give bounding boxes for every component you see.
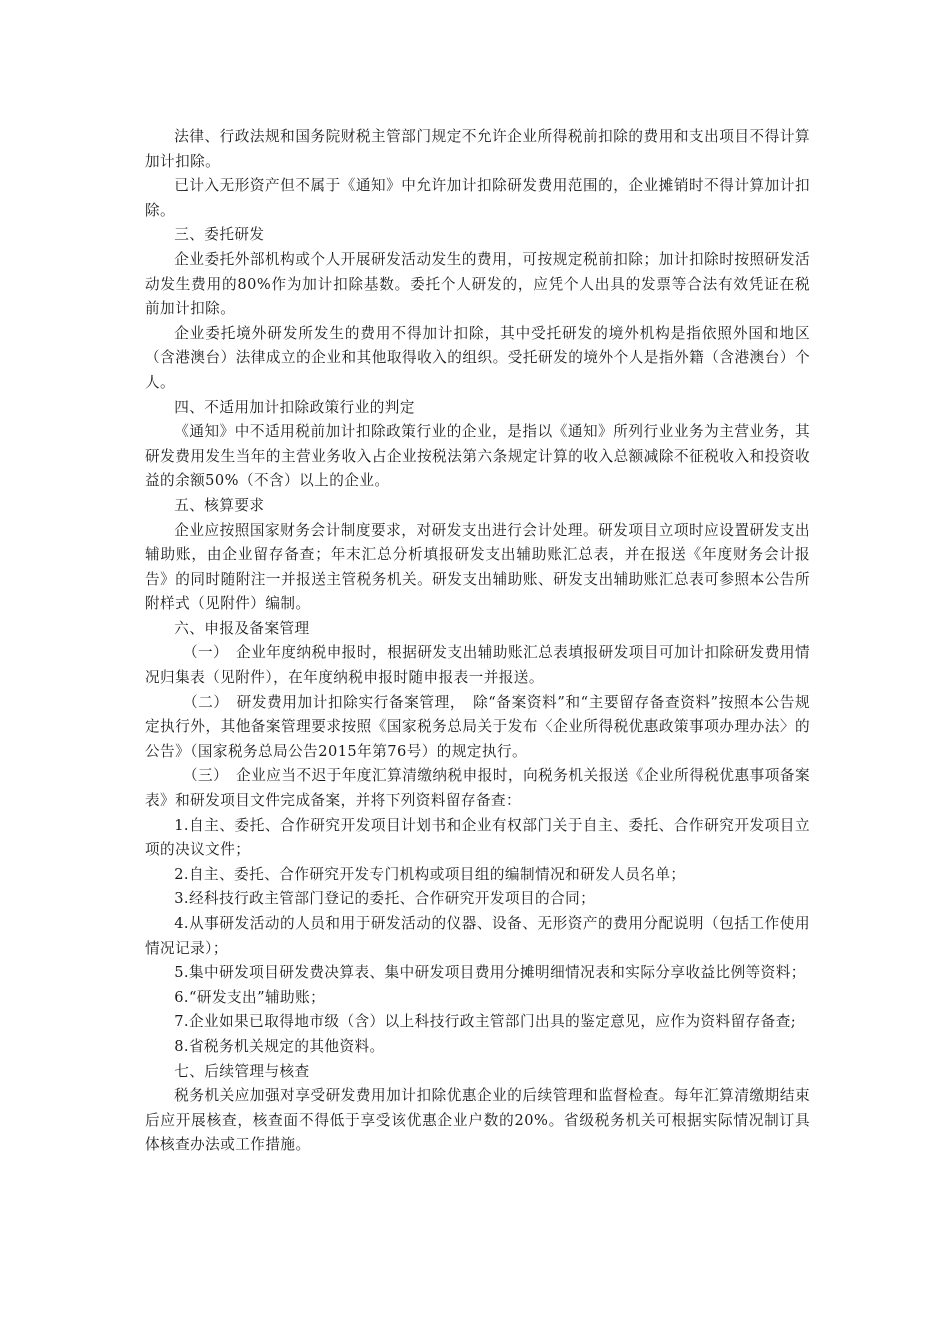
section-heading-entrusted-rd: 三、委托研发	[174, 226, 265, 244]
list-item-document-4: 4.从事研发活动的人员和用于研发活动的仪器、设备、无形资产的费用分配说明（包括工作使用情况记录）；	[145, 915, 810, 957]
list-item-document-7: 7.企业如果已取得地市级（含）以上科技行政主管部门出具的鉴定意见，应作为资料留存备查;	[174, 1013, 797, 1031]
section-heading-accounting: 五、核算要求	[174, 496, 265, 514]
paragraph-filing-item-3: （三） 企业应当不迟于年度汇算清缴纳税申报时，向税务机关报送《企业所得税优惠事项备案表》和研发项目文件完成备案，并将下列资料留存备查：	[145, 767, 810, 810]
paragraph-industry-determination: 《通知》中不适用税前加计扣除政策行业的企业，是指以《通知》所列行业业务为主营业务，其研发费用发生当年的主营业务收入占企业按税法第六条规定计算的收入总额减除不征税收入和投资收益的余额50%（不含）以上的企业。	[145, 423, 810, 490]
paragraph-filing-item-1: （一） 企业年度纳税申报时，根据研发支出辅助账汇总表填报研发项目可加计扣除研发费用情况归集表（见附件），在年度纳税申报时随申报表一并报送。	[145, 644, 810, 687]
list-item-document-5: 5.集中研发项目研发费决算表、集中研发项目费用分摊明细情况表和实际分享收益比例等资料；	[174, 964, 806, 982]
section-heading-follow-up: 七、后续管理与核查	[174, 1062, 310, 1080]
list-item-document-6: 6.“研发支出”辅助账；	[174, 988, 326, 1006]
list-item-document-3: 3.经科技行政主管部门登记的委托、合作研究开发项目的合同；	[174, 890, 596, 908]
paragraph-non-deductible-expenses: 法律、行政法规和国务院财税主管部门规定不允许企业所得税前扣除的费用和支出项目不得计算加计扣除。	[145, 128, 810, 170]
document-body	[145, 125, 810, 1158]
section-heading-industry-determination: 四、不适用加计扣除政策行业的判定	[174, 398, 415, 416]
list-item-document-2: 2.自主、委托、合作研究开发专门机构或项目组的编制情况和研发人员名单；	[174, 865, 686, 883]
paragraph-follow-up: 税务机关应加强对享受研发费用加计扣除优惠企业的后续管理和监督检查。每年汇算清缴期结束后应开展核查，核查面不得低于享受该优惠企业户数的20%。省级税务机关可根据实际情况制订具体核查办法或工作措施。	[145, 1087, 810, 1154]
list-item-document-1: 1.自主、委托、合作研究开发项目计划书和企业有权部门关于自主、委托、合作研究开发项目立项的决议文件；	[145, 816, 810, 859]
section-heading-filing: 六、申报及备案管理	[174, 619, 310, 637]
list-item-document-8: 8.省税务机关规定的其他资料。	[174, 1037, 385, 1055]
paragraph-filing-item-2: （二） 研发费用加计扣除实行备案管理， 除“备案资料”和“主要留存备查资料”按照本公告规定执行外，其他备案管理要求按照《国家税务总局关于发布〈企业所得税优惠政策事项办理办法〉的公告》（国家税务总局公告2015年第76号）的规定执行。	[145, 693, 810, 760]
paragraph-intangible-assets: 已计入无形资产但不属于《通知》中允许加计扣除研发费用范围的，企业摊销时不得计算加计扣除。	[145, 177, 810, 219]
paragraph-entrusted-rd-overseas: 企业委托境外研发所发生的费用不得加计扣除，其中受托研发的境外机构是指依照外国和地区（含港澳台）法律成立的企业和其他取得收入的组织。受托研发的境外个人是指外籍（含港澳台）个人。	[145, 324, 810, 391]
paragraph-entrusted-rd-domestic: 企业委托外部机构或个人开展研发活动发生的费用，可按规定税前扣除；加计扣除时按照研发活动发生费用的80%作为加计扣除基数。委托个人研发的，应凭个人出具的发票等合法有效凭证在税前加计扣除。	[145, 250, 810, 318]
paragraph-accounting: 企业应按照国家财务会计制度要求，对研发支出进行会计处理。研发项目立项时应设置研发支出辅助账，由企业留存备查；年末汇总分析填报研发支出辅助账汇总表，并在报送《年度财务会计报告》的同时随附注一并报送主管税务机关。研发支出辅助账、研发支出辅助账汇总表可参照本公告所附样式（见附件）编制。	[145, 521, 810, 613]
